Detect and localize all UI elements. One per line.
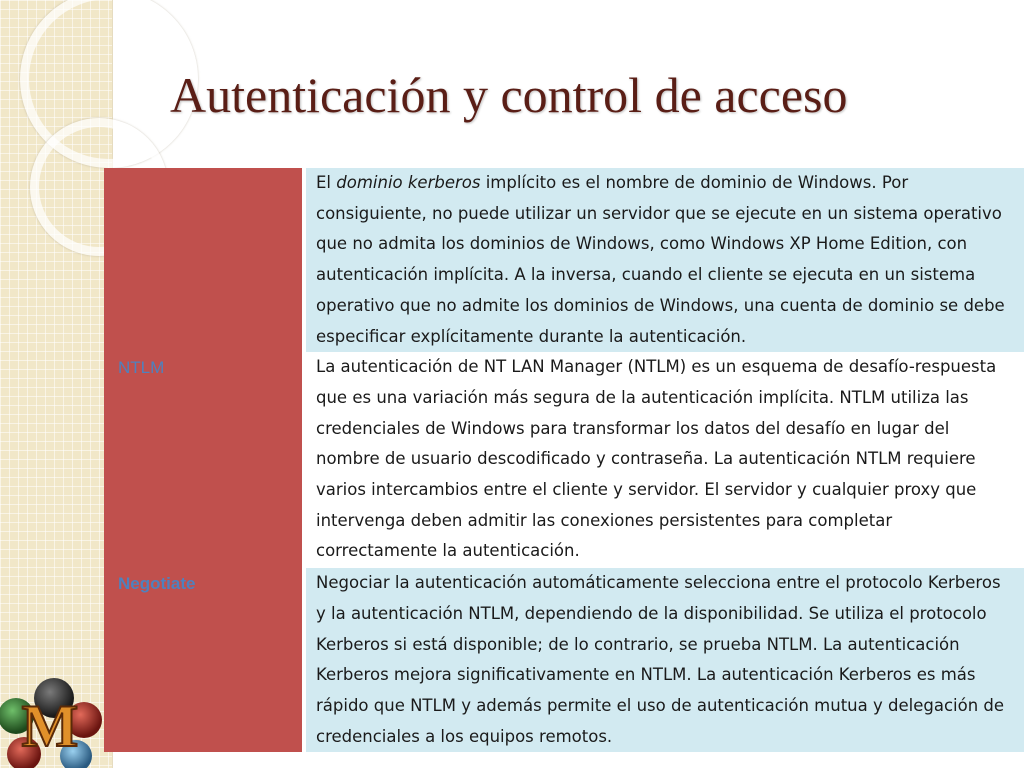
slide-title: Autenticación y control de acceso — [170, 67, 848, 123]
content-table — [104, 168, 1024, 752]
m-logo-icon — [0, 676, 104, 768]
emphasized-term: dominio kerberos — [336, 173, 481, 192]
row-label — [104, 168, 302, 352]
row-description: La autenticación de NT LAN Manager (NTLM) es un esquema de desafío-respuesta que es una variación más segura de la autenticación implícita. NTLM utiliza las credenciales de Windows para transformar los datos del desafío en lugar del nombre de usuario descodificado y contraseña. La autenticación NTLM requiere varios intercambios entre el cliente y servidor. El servidor y cualquier proxy que intervenga deben admitir las conexiones persistentes para completar correctamente la autenticación. — [306, 352, 1024, 568]
row-label-ntlm: NTLM — [104, 352, 302, 568]
row-label-negotiate: Negotiate — [104, 568, 302, 752]
table-row — [104, 568, 1024, 752]
row-description: Negociar la autenticación automáticamente selecciona entre el protocolo Kerberos y la autenticación NTLM, dependiendo de la disponibilidad. Se utiliza el protocolo Kerberos si está disponible; de lo contrario, se prueba NTLM. La autenticación Kerberos mejora significativamente en NTLM. La autenticación Kerberos es más rápido que NTLM y además permite el uso de autenticación mutua y delegación de credenciales a los equipos remotos. — [306, 568, 1024, 752]
row-description: El dominio kerberos implícito es el nombre de dominio de Windows. Por consiguiente, no puede utilizar un servidor que se ejecute en un sistema operativo que no admita los dominios de Windows, como Windows XP Home Edition, con autenticación implícita. A la inversa, cuando el cliente se ejecuta en un sistema operativo que no admite los dominios de Windows, una cuenta de dominio se debe especificar explícitamente durante la autenticación. — [306, 168, 1024, 352]
table-row — [104, 352, 1024, 568]
logo-letter: M — [21, 693, 79, 759]
decorative-side-strip — [0, 0, 113, 768]
table-row — [104, 168, 1024, 352]
